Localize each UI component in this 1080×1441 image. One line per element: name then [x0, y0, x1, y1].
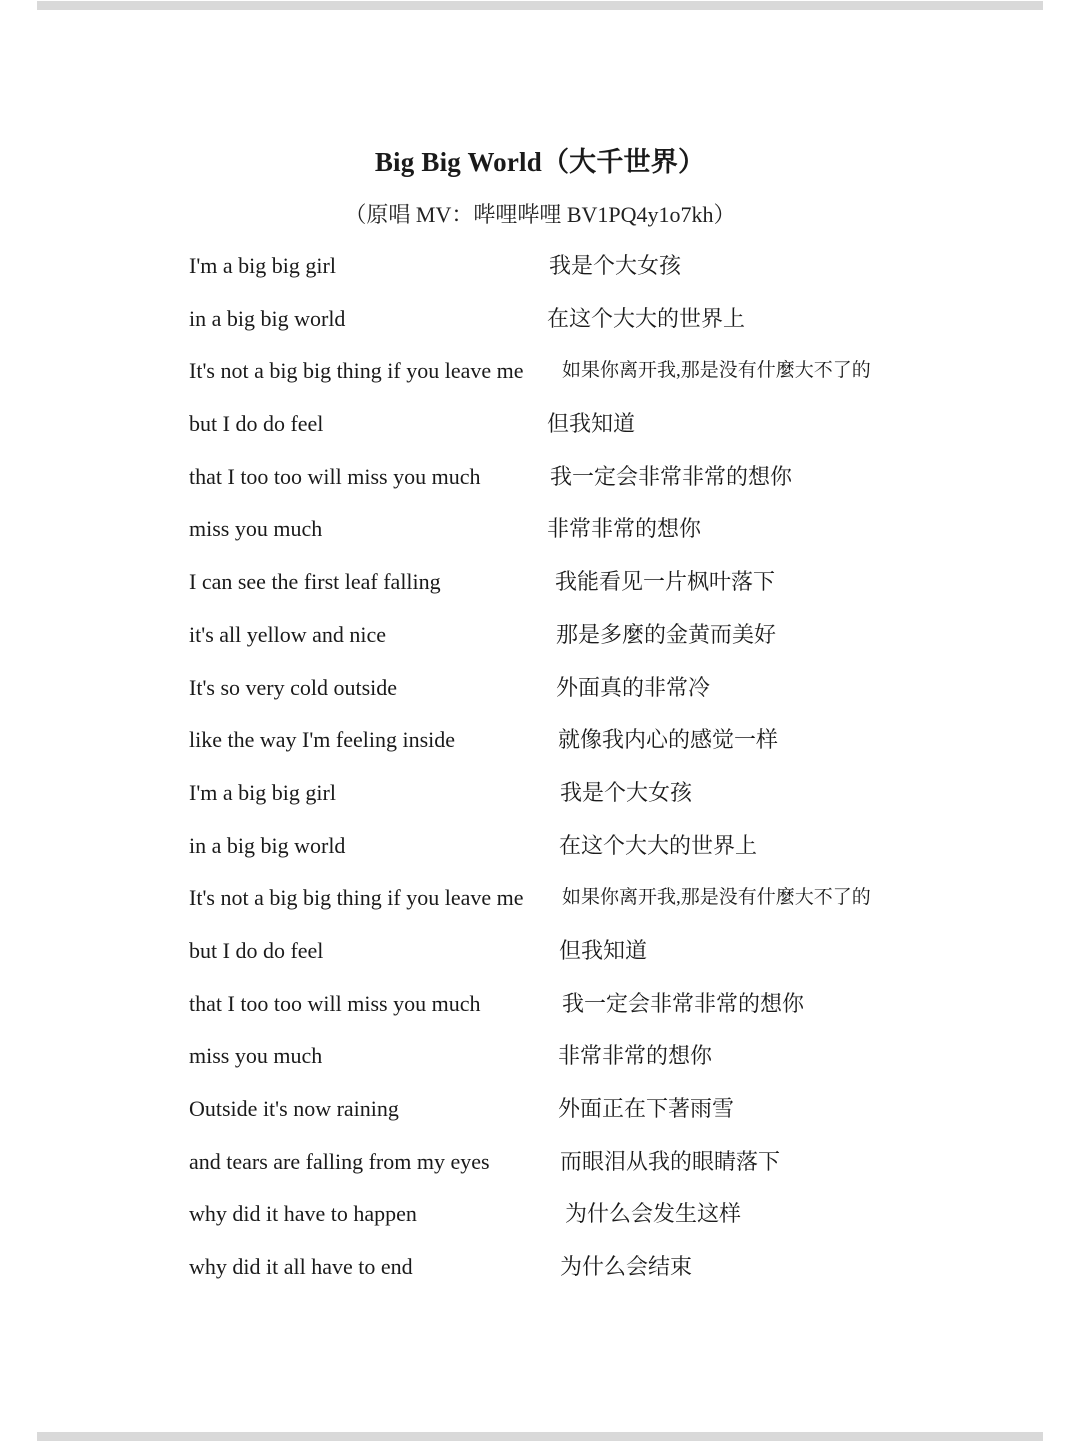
lyric-row — [189, 345, 909, 398]
lyric-english: but I do do feel — [189, 937, 324, 963]
lyric-chinese: 为什么会发生这样 — [565, 1201, 742, 1227]
lyric-row — [189, 872, 909, 925]
lyric-english: it's all yellow and nice — [189, 621, 387, 647]
lyric-english: Outside it's now raining — [189, 1096, 399, 1121]
lyric-chinese: 而眼泪从我的眼睛落下 — [560, 1148, 781, 1174]
lyric-row — [189, 1188, 909, 1241]
lyric-row — [189, 820, 909, 873]
lyric-english: I can see the first leaf falling — [189, 569, 441, 595]
lyric-chinese: 在这个大大的世界上 — [547, 305, 746, 331]
lyric-chinese: 我一定会非常非常的想你 — [550, 463, 793, 489]
lyric-english: that I too too will miss you much — [189, 990, 481, 1016]
lyric-row — [189, 978, 909, 1031]
lyric-row — [189, 609, 909, 662]
lyric-chinese: 在这个大大的世界上 — [559, 832, 758, 858]
lyric-row — [189, 662, 909, 715]
lyric-english: that I too too will miss you much — [189, 463, 481, 489]
lyric-chinese: 非常非常的想你 — [547, 516, 702, 542]
lyrics-list — [189, 240, 909, 1294]
lyric-row — [189, 1241, 909, 1294]
lyric-chinese: 外面真的非常冷 — [556, 674, 711, 700]
lyric-chinese: 外面正在下著雨雪 — [558, 1096, 735, 1121]
lyric-english: It's so very cold outside — [189, 674, 398, 700]
lyric-row — [189, 503, 909, 556]
lyric-row — [189, 293, 909, 346]
lyric-english: in a big big world — [189, 832, 346, 858]
lyric-chinese: 我是个大女孩 — [549, 253, 682, 278]
lyric-english: and tears are falling from my eyes — [189, 1148, 490, 1174]
lyric-row — [189, 1030, 909, 1083]
lyric-english: but I do do feel — [189, 411, 324, 437]
lyric-row — [189, 556, 909, 609]
lyric-chinese: 我是个大女孩 — [560, 779, 693, 805]
lyric-row — [189, 1083, 909, 1136]
lyric-chinese: 如果你离开我,那是没有什麼大不了的 — [562, 887, 871, 909]
lyric-row — [189, 714, 909, 767]
lyric-english: It's not a big big thing if you leave me — [189, 358, 524, 384]
lyric-chinese: 那是多麼的金黄而美好 — [556, 621, 777, 647]
lyric-english: miss you much — [189, 1043, 323, 1069]
lyric-row — [189, 451, 909, 504]
lyric-chinese: 但我知道 — [559, 937, 648, 963]
lyric-chinese: 非常非常的想你 — [558, 1043, 713, 1069]
lyric-english: I'm a big big girl — [189, 779, 336, 805]
lyric-chinese: 为什么会结束 — [560, 1254, 693, 1280]
page-title: Big Big World（大千世界） — [374, 147, 706, 177]
page-subtitle: （原唱 MV：哔哩哔哩 BV1PQ4y1o7kh） — [344, 202, 736, 227]
lyric-chinese: 但我知道 — [547, 411, 636, 437]
lyric-row — [189, 767, 909, 820]
lyric-chinese: 就像我内心的感觉一样 — [558, 727, 779, 753]
lyric-row — [189, 925, 909, 978]
lyric-chinese: 如果你离开我,那是没有什麼大不了的 — [562, 360, 871, 382]
lyric-english: miss you much — [189, 516, 323, 542]
lyric-english: It's not a big big thing if you leave me — [189, 885, 524, 911]
lyric-english: I'm a big big girl — [189, 253, 336, 278]
top-divider — [37, 1, 1043, 10]
lyric-chinese: 我一定会非常非常的想你 — [562, 990, 805, 1016]
lyric-row — [189, 398, 909, 451]
lyric-english: in a big big world — [189, 305, 346, 331]
lyric-english: like the way I'm feeling inside — [189, 727, 456, 753]
lyric-chinese: 我能看见一片枫叶落下 — [555, 569, 776, 595]
lyric-english: why did it have to happen — [189, 1201, 417, 1227]
lyric-row — [189, 240, 909, 293]
lyric-row — [189, 1136, 909, 1189]
lyric-english: why did it all have to end — [189, 1254, 413, 1280]
